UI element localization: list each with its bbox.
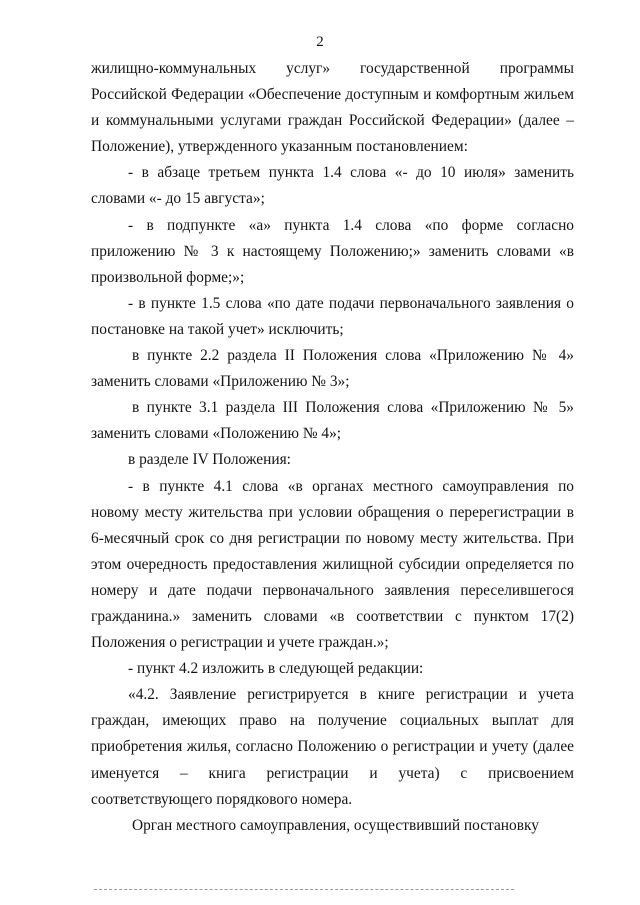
document-body [91,56,574,839]
paragraph: Орган местного самоуправления, осуществивший постановку [132,816,539,834]
paragraph: «4.2. Заявление регистрируется в книге регистрации и учета граждан, имеющих право на получение социальных выплат для приобретения жилья, согласно Положению о регистрации и учету (далее именуется – книга регистрации и учета) с присвоением соответствующего порядкового номера. [91,686,574,808]
paragraph: жилищно-коммунальных услуг» государственной программы Российской Федерации «Обеспечение доступным и комфортным жильем и коммунальными услугами граждан Российской Федерации» (далее – Положение), утвержденного указанным постановлением: [91,60,574,156]
paragraph: - пункт 4.2 изложить в следующей редакции: [128,660,424,678]
paragraph: в пункте 2.2 раздела II Положения слова «Приложению № 4» заменить словами «Приложению № 3»; [91,347,574,391]
paragraph: - в абзаце третьем пункта 1.4 слова «- до 10 июля» заменить словами «- до 15 августа»; [91,164,574,208]
paragraph: в пункте 3.1 раздела III Положения слова «Приложению № 5» заменить словами «Положению № 4»; [91,399,574,443]
footer-divider [94,889,514,890]
paragraph: - в пункте 1.5 слова «по дате подачи первоначального заявления о постановке на такой учет» исключить; [91,294,574,338]
paragraph: - в подпункте «а» пункта 1.4 слова «по форме согласно приложению № 3 к настоящему Положению;» заменить словами «в произвольной форме;»; [91,216,574,286]
paragraph: в разделе IV Положения: [128,451,291,469]
page-number: 2 [316,34,324,50]
paragraph: - в пункте 4.1 слова «в органах местного самоуправления по новому месту жительства при условии обращения о перерегистрации в 6-месячный срок со дня регистрации по новому месту жительства. При этом очередность предоставления жилищной субсидии определяется по номеру и дате подачи первоначального заявления переселившегося гражданина.» заменить словами «в соответствии с пунктом 17(2) Положения о регистрации и учете граждан.»; [91,477,574,652]
